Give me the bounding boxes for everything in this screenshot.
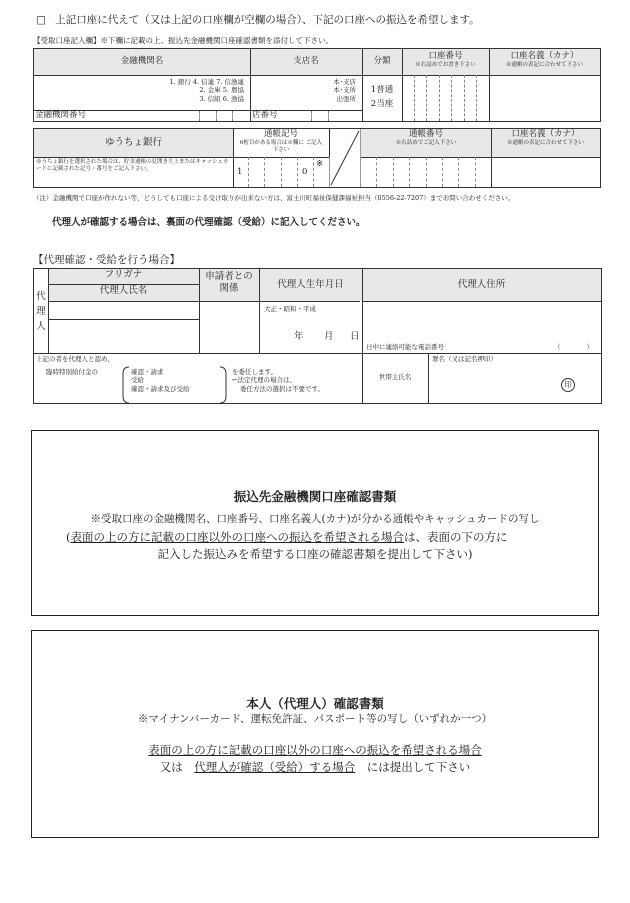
head-label: 世帯主氏名 [378, 373, 412, 381]
diagonal-slash [329, 129, 361, 187]
id-doc-box [31, 630, 599, 838]
account-number-cells[interactable] [402, 75, 489, 121]
bank-opt-1[interactable]: 1. 銀行 4. 信連 7. 信漁連 [169, 78, 244, 86]
legal-note-2: 委任方法の選択は不要です。 [240, 384, 324, 393]
kigo-first: 1 [237, 167, 243, 177]
furigana-label: フリガナ [48, 269, 199, 285]
kigo-label: 通帳記号 [263, 129, 298, 139]
furigana-input[interactable] [48, 301, 199, 320]
header-text: 上記口座に代えて（又は上記の口座欄が空欄の場合）、下記の口座への振込を希望します。 [55, 14, 480, 26]
bank-doc-line2: (表面の上の方に記載の口座以外の口座への振込を希望される場合は、表面の下の方に [66, 530, 508, 544]
relation-input[interactable] [199, 301, 259, 354]
consent-text: 上記の者を代理人と認め、 [36, 355, 114, 363]
id-doc-line2: 表面の上の方に記載の口座以外の口座への振込を希望される場合 [148, 743, 482, 757]
branch-opt-2[interactable]: 本･支所 [333, 86, 356, 95]
yucho-name-note: ※通帳の表記に合わせて下さい [506, 140, 584, 147]
agent-title: 【代理確認・受給を行う場合】 [33, 254, 180, 266]
agent-side-label: 代理人 [36, 291, 46, 333]
note-2: 代理人が確認する場合は、裏面の代理確認（受給）に記入してください。 [52, 217, 366, 228]
col-branch: 支店名 [293, 56, 319, 66]
sign-label: 署名（又は記名押印） [432, 355, 497, 363]
agent-table [33, 268, 602, 404]
bank-doc-line3: 記入した振込みを希望する口座の確認書類を提出して下さい) [157, 547, 473, 561]
bank-doc-box [31, 430, 599, 616]
bango-label: 通帳番号 [408, 129, 443, 139]
birth-label: 代理人生年月日 [277, 279, 344, 290]
address-label: 代理人住所 [457, 279, 506, 290]
opt-both[interactable]: 確認・請求及び受給 [131, 384, 190, 393]
type-toza[interactable]: 2当座 [370, 99, 394, 110]
kigo-note: 6桁目がある場合は※欄に ご記入下さい [239, 140, 323, 153]
phone-paren[interactable]: （ ） [554, 343, 593, 351]
era-options[interactable]: 大正・昭和・平成 [264, 305, 316, 313]
opt-kakunin[interactable]: 確認・請求 [131, 368, 164, 376]
day-label: 日 [350, 331, 360, 342]
bango-cells[interactable] [361, 157, 492, 187]
col-bank: 金融機関名 [120, 56, 164, 66]
type-futsu[interactable]: 1普通 [370, 85, 394, 95]
bank-opt-3[interactable]: 3. 信組 6. 漁協 [199, 94, 244, 103]
col-name: 口座名義（カナ） [510, 51, 579, 61]
branch-code-label: 店番号 [252, 110, 278, 120]
signature-input[interactable] [429, 365, 601, 403]
col-name-note: ※通帳の表記に合わせて下さい [505, 62, 583, 69]
relation-label: 申請者との関係 [205, 271, 253, 295]
checkbox[interactable]: □ [36, 14, 46, 26]
bango-note: ※右詰めでご記入下さい [395, 140, 457, 147]
seal-mark: 印 [561, 378, 575, 392]
bank-table [33, 48, 601, 122]
month-label: 月 [324, 331, 334, 342]
bank-code-label: 金融機関番号 [35, 110, 87, 120]
agent-name-input[interactable] [48, 319, 199, 354]
delegate-text: を委任します。 [232, 368, 277, 376]
kigo-cells[interactable] [233, 157, 329, 187]
col-type: 分類 [373, 56, 391, 66]
col-account: 口座番号 [428, 51, 463, 61]
header-sub: 【受取口座記入欄】※下欄に記載の上、振込先金融機関口座確認書類を添付して下さい。 [33, 36, 333, 45]
yucho-note: ゆうちょ銀行を選択された場合は、貯金通帳の見開き左上またはキャッシュカードに記載された記号・番号をご記入下さい。 [34, 159, 234, 172]
kigo-last: 0 [302, 167, 308, 177]
benefit-label: 臨時特別給付金の [46, 368, 98, 376]
yucho-table [33, 128, 601, 188]
opt-jukyu[interactable]: 受給 [131, 376, 144, 385]
bank-opt-2[interactable]: 2. 金庫 5. 農協 [199, 86, 244, 95]
header-line [36, 13, 480, 27]
year-label: 年 [294, 331, 304, 342]
yucho-name-label: 口座名義（カナ） [511, 129, 580, 139]
yucho-title: ゆうちょ銀行 [104, 137, 162, 148]
right-bracket [219, 366, 227, 404]
branch-code-cells[interactable] [296, 111, 344, 121]
id-doc-line1: ※マイナンバーカード、運転免許証、パスポート等の写し（いずれか一つ） [137, 713, 493, 725]
col-account-note: ※右詰めでお書き下さい [415, 62, 476, 69]
bank-doc-title: 振込先金融機関口座確認書類 [233, 489, 397, 504]
birth-input[interactable] [260, 301, 360, 353]
id-doc-title: 本人（代理人）確認書類 [246, 696, 384, 711]
phone-label: 日中に連絡可能な電話番号 [366, 343, 444, 351]
kigo-mark: ※ [316, 159, 324, 169]
note-1: （注）金融機関で口座が作れない等、どうしても口座による受け取りが出来ない方は、富士川町福祉保健課福祉担当（0556-22-7207）までお問い合わせください。 [33, 194, 515, 202]
legal-note-1: ←法定代理の場合は、 [232, 376, 296, 385]
left-bracket [122, 366, 130, 404]
branch-opt-3[interactable]: 出張所 [336, 94, 356, 103]
branch-opt-1[interactable]: 本･支店 [333, 78, 356, 86]
id-doc-line3: 又は 代理人が確認（受給）する場合 には提出して下さい [159, 760, 471, 774]
agent-name-label: 代理人氏名 [99, 285, 148, 296]
bank-doc-line1: ※受取口座の金融機関名、口座番号、口座名義人(カナ)が分かる通帳やキャッシュカードの写し [90, 513, 540, 525]
